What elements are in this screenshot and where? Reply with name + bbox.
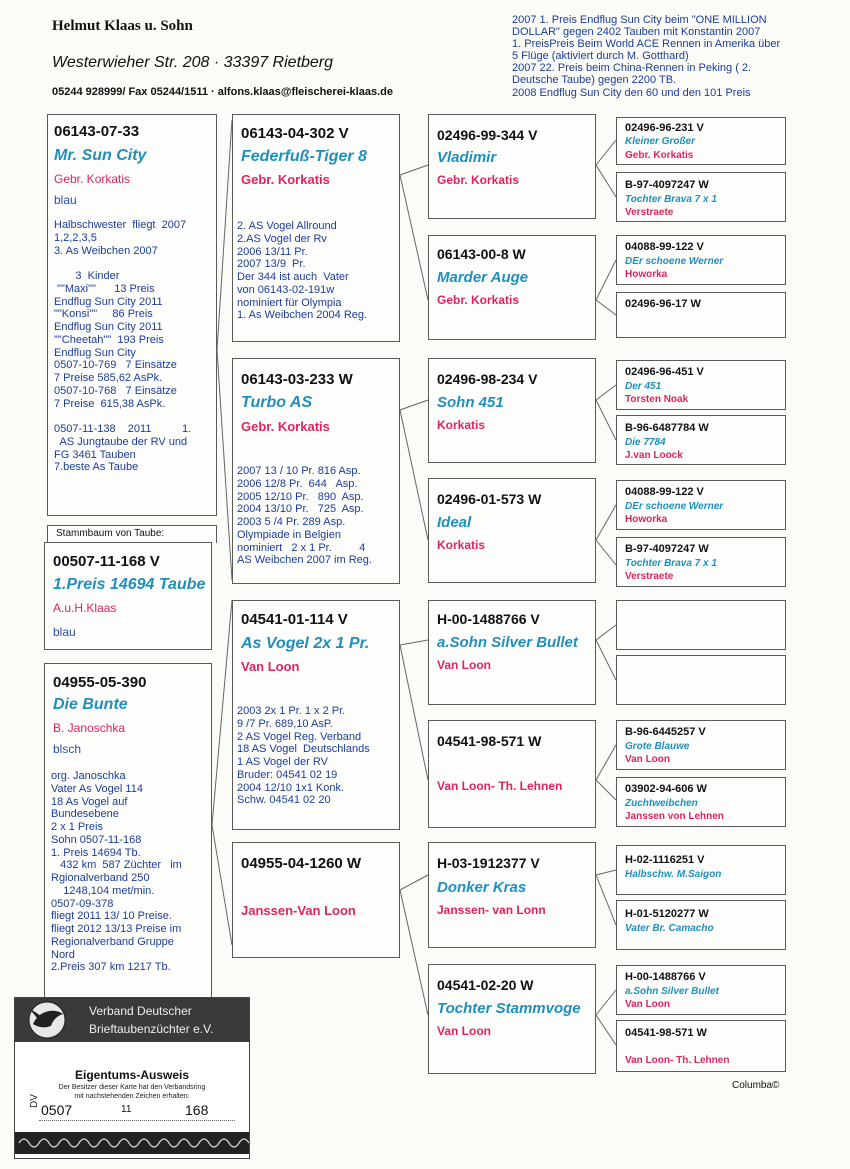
gggp-box-16[interactable]: [616, 1020, 786, 1072]
company-name: Helmut Klaas u. Sohn: [52, 18, 193, 34]
gggp-id: B-97-4097247 W: [625, 543, 709, 555]
ggp-id: 02496-01-573 W: [437, 491, 542, 507]
subject-owner: A.u.H.Klaas: [53, 601, 117, 615]
header-note: DOLLAR" gegen 2402 Tauben mit Konstantin 2007: [512, 26, 761, 39]
ggp-box-7[interactable]: [428, 842, 596, 948]
ggp-box-8[interactable]: [428, 964, 596, 1074]
ggp-owner: Gebr. Korkatis: [437, 293, 520, 307]
gggp-box-11[interactable]: [616, 720, 786, 770]
father-box[interactable]: [47, 114, 217, 516]
gggp-id: 04088-99-122 V: [625, 486, 704, 498]
gggp-owner: Van Loon- Th. Lehnen: [625, 1055, 730, 1066]
ggp-id: H-03-1912377 V: [437, 855, 540, 871]
gggp-owner: Janssen von Lehnen: [625, 811, 724, 822]
mother-name: Die Bunte: [53, 696, 128, 713]
card-underline: [39, 1120, 235, 1121]
gggp-name: Halbschw. M.Saigon: [625, 869, 722, 880]
gggp-name: DEr schoene Werner: [625, 256, 724, 267]
gggp-name: Grote Blauwe: [625, 741, 690, 752]
ggp-box-5[interactable]: [428, 600, 596, 705]
gggp-owner: Van Loon: [625, 754, 670, 765]
header-note: 1. PreisPreis Beim World ACE Rennen in Amerika über: [512, 38, 781, 51]
gp-info: 2003 2x 1 Pr. 1 x 2 Pr. 9 /7 Pr. 689,10 AsP. 2 AS Vogel Reg. Verband 18 AS Vogel Deutschlands 1 AS Vogel der RV Bruder: 04541 02 19 2004 12/10 1x1 Konk. Schw. 04541 02 20: [237, 705, 370, 807]
ggp-box-6[interactable]: [428, 720, 596, 828]
ggp-id: 02496-98-234 V: [437, 371, 538, 387]
ggp-name: Vladimir: [437, 149, 497, 166]
card-ring-part1: 0507: [41, 1102, 73, 1118]
card-org-line2: Brieftaubenzüchter e.V.: [89, 1022, 214, 1036]
card-ring-part2: 11: [121, 1104, 132, 1115]
gggp-id: H-00-1488766 V: [625, 971, 706, 983]
subject-id: 00507-11-168 V: [53, 553, 160, 570]
gggp-id: 02496-96-451 V: [625, 366, 704, 378]
gggp-name: Tochter Brava 7 x 1: [625, 194, 717, 205]
father-owner: Gebr. Korkatis: [54, 172, 131, 186]
gp-id: 04955-04-1260 W: [241, 855, 362, 872]
father-id: 06143-07-33: [54, 123, 140, 140]
ggp-box-1[interactable]: [428, 114, 596, 219]
mother-box[interactable]: [44, 663, 212, 1003]
ggp-box-4[interactable]: [428, 478, 596, 583]
gggp-owner: Howorka: [625, 269, 668, 280]
gggp-id: 02496-96-231 V: [625, 122, 704, 134]
gp-name: As Vogel 2x 1 Pr.: [241, 635, 370, 652]
gggp-id: 04088-99-122 V: [625, 241, 704, 253]
gp-box-1[interactable]: [232, 114, 400, 342]
gp-info: 2007 13 / 10 Pr. 816 Asp. 2006 12/8 Pr. 644 Asp. 2005 12/10 Pr. 890 Asp. 2004 13/10 Pr. 725 Asp. 2003 5 /4 Pr. 289 Asp. Olympiade in Belgien nominiert 2 x 1 Pr. 4 AS Weibchen 2007 im Reg.: [237, 465, 372, 567]
gggp-name: Vater Br. Camacho: [625, 923, 714, 934]
gggp-owner: Van Loon: [625, 999, 670, 1010]
father-name: Mr. Sun City: [54, 147, 147, 164]
ggp-id: 06143-00-8 W: [437, 246, 526, 262]
gggp-box-10[interactable]: [616, 655, 786, 705]
ggp-name: Sohn 451: [437, 394, 504, 411]
gggp-name: Tochter Brava 7 x 1: [625, 558, 717, 569]
gggp-name: a.Sohn Silver Bullet: [625, 986, 719, 997]
stammbaum-label-box: [47, 525, 217, 543]
card-title: Eigentums-Ausweis: [74, 1068, 190, 1082]
mother-id: 04955-05-390: [53, 674, 147, 691]
ggp-name: Tochter Stammvoge: [437, 1000, 581, 1017]
header-note: 2007 1. Preis Endflug Sun City beim "ONE MILLION: [512, 14, 767, 26]
ggp-name: Donker Kras: [437, 879, 527, 896]
gp-owner: Gebr. Korkatis: [241, 172, 330, 187]
gggp-box-15[interactable]: [616, 965, 786, 1015]
ggp-owner: Van Loon- Th. Lehnen: [437, 779, 563, 793]
gggp-name: Zuchtweibchen: [625, 798, 698, 809]
gggp-id: B-96-6445257 V: [625, 726, 706, 738]
gp-name: Federfuß-Tiger 8: [241, 148, 367, 165]
ggp-id: H-00-1488766 V: [437, 611, 540, 627]
card-ring-part3: 168: [185, 1102, 209, 1118]
gp-owner: Janssen-Van Loon: [241, 903, 356, 918]
gggp-box-2[interactable]: [616, 172, 786, 222]
ggp-name: a.Sohn Silver Bullet: [437, 634, 578, 651]
gggp-box-4[interactable]: [616, 292, 786, 338]
gp-id: 06143-04-302 V: [241, 125, 349, 142]
gggp-id: B-96-6487784 W: [625, 422, 709, 434]
gggp-box-13[interactable]: [616, 845, 786, 895]
gggp-owner: Howorka: [625, 514, 668, 525]
stammbaum-label: Stammbaum von Taube:: [56, 528, 165, 539]
gggp-id: 03902-94-606 W: [625, 783, 707, 795]
gggp-owner: Verstraete: [625, 207, 674, 218]
company-address: Westerwieher Str. 208 · 33397 Rietberg: [52, 54, 334, 71]
mother-color: blsch: [53, 742, 82, 756]
gp-box-3[interactable]: [232, 600, 400, 830]
ggp-owner: Van Loon: [437, 1024, 491, 1038]
gggp-box-9[interactable]: [616, 600, 786, 650]
header-note: 2007 22. Preis beim China-Rennen in Peking ( 2.: [512, 62, 752, 75]
gggp-id: H-02-1116251 V: [625, 854, 705, 866]
gp-owner: Gebr. Korkatis: [241, 419, 330, 434]
ggp-name: Marder Auge: [437, 269, 529, 286]
header-note: 5 Flüge (aktiviert durch M. Gotthard): [512, 50, 689, 63]
gp-id: 06143-03-233 W: [241, 371, 353, 388]
gggp-box-5[interactable]: [616, 360, 786, 410]
ownership-card: [14, 997, 250, 1159]
header-note: Deutsche Taube) gegen 2200 TB.: [512, 74, 677, 87]
card-prefix: DV: [29, 1094, 40, 1108]
gggp-id: 04541-98-571 W: [625, 1027, 707, 1039]
ggp-owner: Janssen- van Lonn: [437, 903, 546, 917]
ggp-owner: Korkatis: [437, 418, 486, 432]
card-text-line2: mit nachstehenden Zeichen erhalten:: [74, 1093, 190, 1100]
pigeon-logo-icon: [15, 998, 85, 1042]
subject-name: 1.Preis 14694 Taube: [53, 576, 206, 593]
gggp-box-14[interactable]: [616, 900, 786, 950]
gp-box-2[interactable]: [232, 358, 400, 584]
mother-owner: B. Janoschka: [53, 721, 126, 735]
gggp-name: Kleiner Großer: [625, 136, 696, 147]
ggp-owner: Korkatis: [437, 538, 486, 552]
gggp-box-12[interactable]: [616, 777, 786, 827]
gggp-id: B-97-4097247 W: [625, 179, 709, 191]
ggp-owner: Van Loon: [437, 658, 491, 672]
father-info: Halbschwester fliegt 2007 1,2,2,3,5 3. As Weibchen 2007 3 Kinder ""Maxi"" 13 Preis Endflug Sun City 2011 ""Konsi"" 86 Preis Endflug Sun City 2011 ""Cheetah"" 193 Preis Endflug Sun City 0507-10-769 7 Einsätze 7 Preise 585,62 AsPk. 0507-10-768 7 Einsätze 7 Preise 615,38 AsPk. 0507-11-138 2011 1. AS Jungtaube der RV und FG 3461 Tauben 7.beste As Taube: [54, 219, 192, 474]
company-contact: 05244 928999/ Fax 05244/1511 · alfons.klaas@fleischerei-klaas.de: [52, 86, 393, 98]
gggp-box-6[interactable]: [616, 415, 786, 465]
gggp-id: H-01-5120277 W: [625, 908, 709, 920]
gp-id: 04541-01-114 V: [241, 611, 348, 628]
gggp-owner: J.van Loock: [625, 450, 683, 461]
gggp-name: Der 451: [625, 381, 662, 392]
ggp-id: 02496-99-344 V: [437, 127, 538, 143]
gggp-name: DEr schoene Werner: [625, 501, 724, 512]
gp-name: Turbo AS: [241, 394, 313, 411]
gggp-owner: Torsten Noak: [625, 394, 689, 405]
card-decorative-border: [15, 1132, 249, 1154]
gggp-box-8[interactable]: [616, 537, 786, 587]
gggp-name: Die 7784: [625, 437, 666, 448]
gp-box-4[interactable]: [232, 842, 400, 958]
subject-box[interactable]: [44, 542, 212, 650]
ggp-owner: Gebr. Korkatis: [437, 173, 520, 187]
mother-info: org. Janoschka Vater As Vogel 114 18 As Vogel auf Bundesebene 2 x 1 Preis Sohn 0507-11-168 1. Preis 14694 Tb. 432 km 587 Züchter im Rgionalverband 250 1248,104 met/min. 0507-09-378 fliegt 2011 13/ 10 Preise. fliegt 2012 13/13 Preise im Regionalverband Gruppe Nord 2.Preis 307 km 1217 Tb.: [51, 770, 182, 974]
gggp-box-7[interactable]: [616, 480, 786, 530]
gp-info: 2. AS Vogel Allround 2.AS Vogel der Rv 2006 13/11 Pr. 2007 13/9 Pr. Der 344 ist auch Vater von 06143-02-191w nominiert für Olympia 1. As Weibchen 2004 Reg.: [237, 220, 368, 322]
gggp-box-1[interactable]: [616, 117, 786, 165]
card-org-line1: Verband Deutscher: [89, 1004, 192, 1018]
gggp-owner: Verstraete: [625, 571, 674, 582]
ggp-id: 04541-02-20 W: [437, 977, 534, 993]
ggp-box-2[interactable]: [428, 235, 596, 340]
gggp-owner: Gebr. Korkatis: [625, 150, 694, 161]
card-text-line1: Der Besitzer dieser Karte hat den Verbandsring: [58, 1084, 206, 1091]
gggp-box-3[interactable]: [616, 235, 786, 285]
footer-brand: Columba©: [732, 1080, 780, 1091]
header-note: 2008 Endflug Sun City den 60 und den 101 Preis: [512, 86, 751, 99]
subject-color: blau: [53, 625, 76, 639]
gp-owner: Van Loon: [241, 659, 300, 674]
ggp-id: 04541-98-571 W: [437, 733, 542, 749]
ggp-box-3[interactable]: [428, 358, 596, 463]
gggp-id: 02496-96-17 W: [625, 298, 701, 310]
father-color: blau: [54, 193, 77, 207]
ggp-name: Ideal: [437, 514, 472, 531]
card-header: [15, 998, 249, 1042]
